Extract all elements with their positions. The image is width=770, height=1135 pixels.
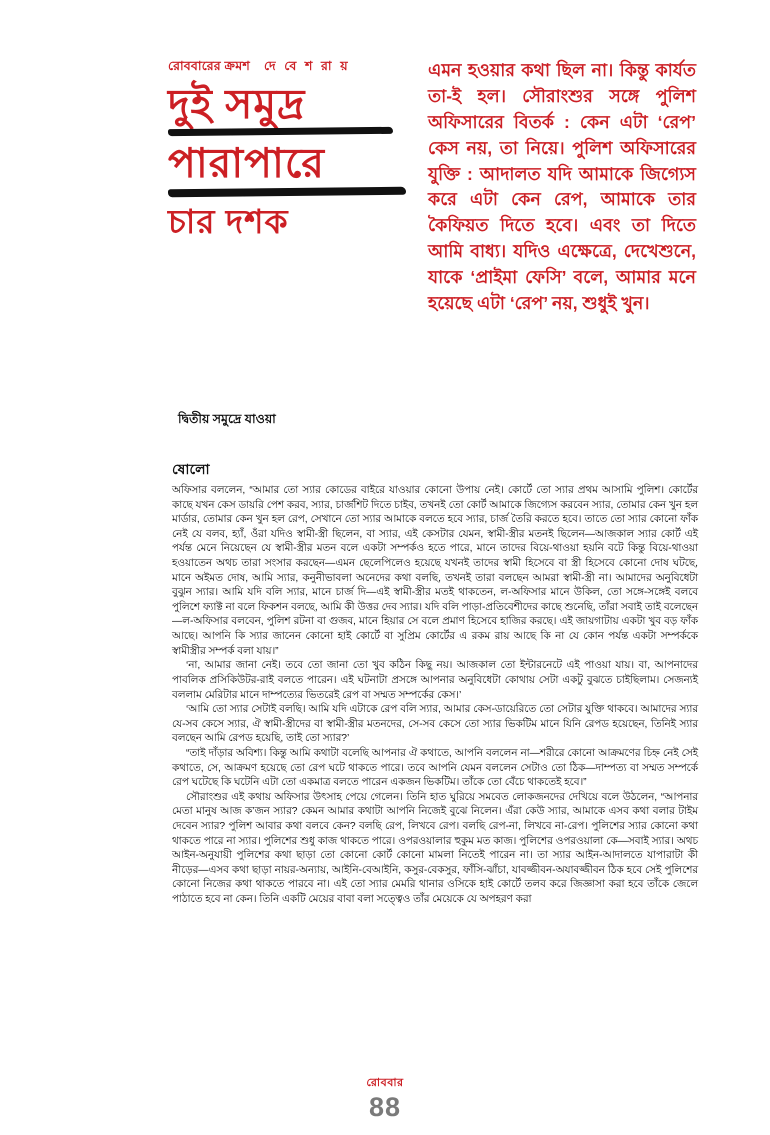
body-paragraph: সৌরাংশুর এই কথায় অফিসার উৎসাহ পেয়ে গেলেন। তিনি হাত ঘুরিয়ে সমবেত লোকজনদের দেখিয়ে বলে উঠলেন, “আপনার মেতা মানুষ আজ ক’জন স্যার? কেমন আমার কথাটা আপনি নিজেই বুঝে নিলেন। এঁরা কেউ স্যার, আমাকে এসব কথা বলার টাইম দেবেন স্যার? পুলিশ আবার কথা বলবে কেন? বলছি রেপ, লিখবে রেপ। বলছি রেপ-না, লিখবে না-রেপ। পুলিশের স্যার কোনো কথা থাকতে পারে না স্যার। পুলিশের শুধু কাজ থাকতে পারে। ওপরওয়ালার হুকুম মত কাজ। পুলিশের ওপরওয়ালা কে—সবাই স্যার। অথচ আইন-অনুযায়ী পুলিশের কথা ছাড়া তো কোনো কোর্ট কোনো মামলা নিতেই পারেন না। তা স্যার আইন-আদালতে যাপারাটা কী নীড়ের—এসব কথা ছাড়া নায়র-অন্যায়, আইনি-বেআইনি, কসুর-বেকসুর, ফাঁসি-ঝাঁচা, যাবজ্জীবন-অযাবজ্জীবন ঠিক হবে সেই পুলিশের কোনো নিজের কথা থাকতে পারবে না। এই তো স্যার মেমরি থানার ওসিকে হাই কোর্টে তলব করে জিজ্ঞাসা করা হবে তাঁকে জেলে পাঠাতে হবে না কেন। তিনি একটি মেয়ের বাবা বলা সত্ত্বেও তাঁর মেয়েকে যে অপহরণ করা [172,791,698,906]
article-subtitle: দ্বিতীয় সমুদ্রে যাওয়া [178,412,276,426]
section-heading: ষোলো [172,461,210,477]
publication-name: রোববার [366,1077,404,1089]
body-paragraph: ‘আমি তো স্যার সেটাই বলছি। আমি যদি এটাকে রেপ বলি স্যার, আমার কেস-ডায়েরিতে তো সেটার যুক্তি থাকবে। আমাদের স্যার যে-সব কেসে স্যার, ঐ স্বামী-স্ত্রীদের বা স্বামী-স্ত্রীর মতনদের, সে-সব কেসে তো স্যার ভিকটিম মানে যিনি রেপড হয়েছেন, তিনিই স্যার বলছেন আমি রেপড হয়েছি, তাই তো স্যার?’ [172,704,698,745]
body-text [172,484,698,908]
body-paragraph: “তাই দাঁড়ার অবিশ্য। কিন্তু আমি কথাটা বলেছি আপনার ঐ কথাতে, আপনি বললেন না—শরীরে কোনো আক্রমণের চিহ্ন নেই সেই কথাতে, সে, আক্রমণ হয়েছে তো রেপ ঘটে থাকতে পারে। তবে আপনি যেমন বললেন সেটাও তো ঠিক—দাম্পত্য বা সম্মত সম্পর্কে রেপ ঘটেছে কি ঘটেনি এটা তো একমাত্র বলতে পারেন একজন ভিকটিম। তাঁকে তো বেঁচে থাকতেই হবে।” [172,747,698,789]
title-line-2: পারাপারে [168,140,325,187]
title-block [168,58,416,239]
title-line-3: চার দশক [168,203,289,241]
page-number: 88 [368,1092,402,1122]
lead-paragraph: এমন হওয়ার কথা ছিল না। কিন্তু কার্যত তা-ই হল। সৌরাংশুর সঙ্গে পুলিশ অফিসারের বিতর্ক : কেন এটা ‘রেপ’ কেস নয়, তা নিয়ে। পুলিশ অফিসারের যুক্তি : আদালত যদি আমাকে জিগ্যেস করে এটা কেন রেপ, আমাকে তার কৈফিয়ত দিতে হবে। এবং তা দিতে আমি বাধ্য। যদিও এক্ষেত্রে, দেখেশুনে, যাকে ‘প্রাইমা ফেসি’ বলে, আমার মনে হয়েছে এটা ‘রেপ’ নয়, শুধুই খুন। [428,60,696,314]
page-footer [0,1074,770,1121]
kicker-row [168,58,416,78]
brush-underline-1 [168,127,393,136]
author-byline: দে বে শ রা য় [263,59,351,73]
brush-underline-2 [168,187,406,197]
body-paragraph: অফিসার বললেন, “আমার তো স্যার কোডের বাইরে যাওয়ার কোনো উপায় নেই। কোর্টে তো স্যার প্রথম আসামি পুলিশ। কোর্টের কাছে যখন কেস ডায়রি পেশ করব, স্যার, চার্জশিট দিতে চাইব, তখনই তো কোর্ট আমাকে জিগ্যেস করবেন স্যার, তোমার কেন খুন হল মার্ডার, তোমার কেন খুন হল রেপ, সেখানে তো স্যার আমাকে বলতে হবে স্যার, চার্জ তৈরি করতে হবে। তাতে তো স্যার কোনো ফাঁক নেই যে বলব, হ্যাঁ, ওঁরা যদিও স্বামী-স্ত্রী ছিলেন, বা স্যার, এই কেসটার যেমন, স্বামী-স্ত্রীর মতনই ছিলেন—আজকাল স্যার কোর্ট এই পর্যন্ত মেনে নিয়েছেন যে স্বামী-স্ত্রীর মতন বলে একটা সম্পর্কও হতে পারে, মানে তাদের বিয়ে-থাওয়া হয়নি বটে কিন্তু বিয়ে-থাওয়া হওয়াতেন অথচ তারা সংসার করছেন—এমন ছেলেপিলেও হয়েছে যখনই তাদের স্বামী হিসেবে বা স্ত্রী হিসেবে কোনো দোষ ঘটছে, মানে অইমত দোষ, আমি স্যার, কনুনীভাবলা অনেদের কথা বলছি, তখনই তারা বলছেন আমরা স্বামী-স্ত্রী না। আমাদের অনুবিধেটা বুঝুন স্যার। আমি যদি বলি স্যার, মানে চার্জ দি—এই স্বামী-স্ত্রীর মতই থাকতেন, ল-অফিসার মানে উকিল, তো সঙ্গে-সঙ্গেই বলবে পুলিশে ফ্যাক্ট না বলে ফিকশন বলছে, আমি কী উত্তর দেব স্যার। যদি বলি পাড়া-প্রতিবেশীদের কাছে শুনেছি, তাঁরা সবাই তাই বলেছেন—ল-অফিসার বলবেন, পুলিশ রটনা বা গুজব, মানে হিয়ার সে বলে প্রমাণ হিসেবে হাজির করছে। এই জায়গাটায় একটা খুব বড় ফাঁক আছে। আপনি কি স্যার জানেন কোনো হাই কোর্টে বা সুপ্রিম কোর্টের এ রকম রায় আছে কি না যে কোন পর্যন্ত একটা সম্পর্ককে স্বামীস্ত্রীর সম্পর্ক বলা যায়।” [172,485,698,657]
title-line-1: দুই সমুদ্র [168,81,306,127]
article-title [168,81,416,241]
body-paragraph: ‘না, আমার জানা নেই। তবে তো জানা তো খুব কঠিন কিছু নয়। আজকাল তো ইন্টারনেটে এই পাওয়া যায়। বা, আপনাদের পাবলিক প্রসিকিউটর-রাই বলতে পারেন। এই ঘটনাটা প্রসঙ্গে আপনার অনুবিধেটা কোথায় সেটা একটু বুঝতে চাইছিলাম। সেজন্যই বললাম মেরিটার মানে দাম্পত্যের ভিতরেই রেপ বা সম্মত সম্পর্কের কেস।’ [172,660,698,701]
series-kicker: রোববারের ক্রমশ [168,59,250,73]
